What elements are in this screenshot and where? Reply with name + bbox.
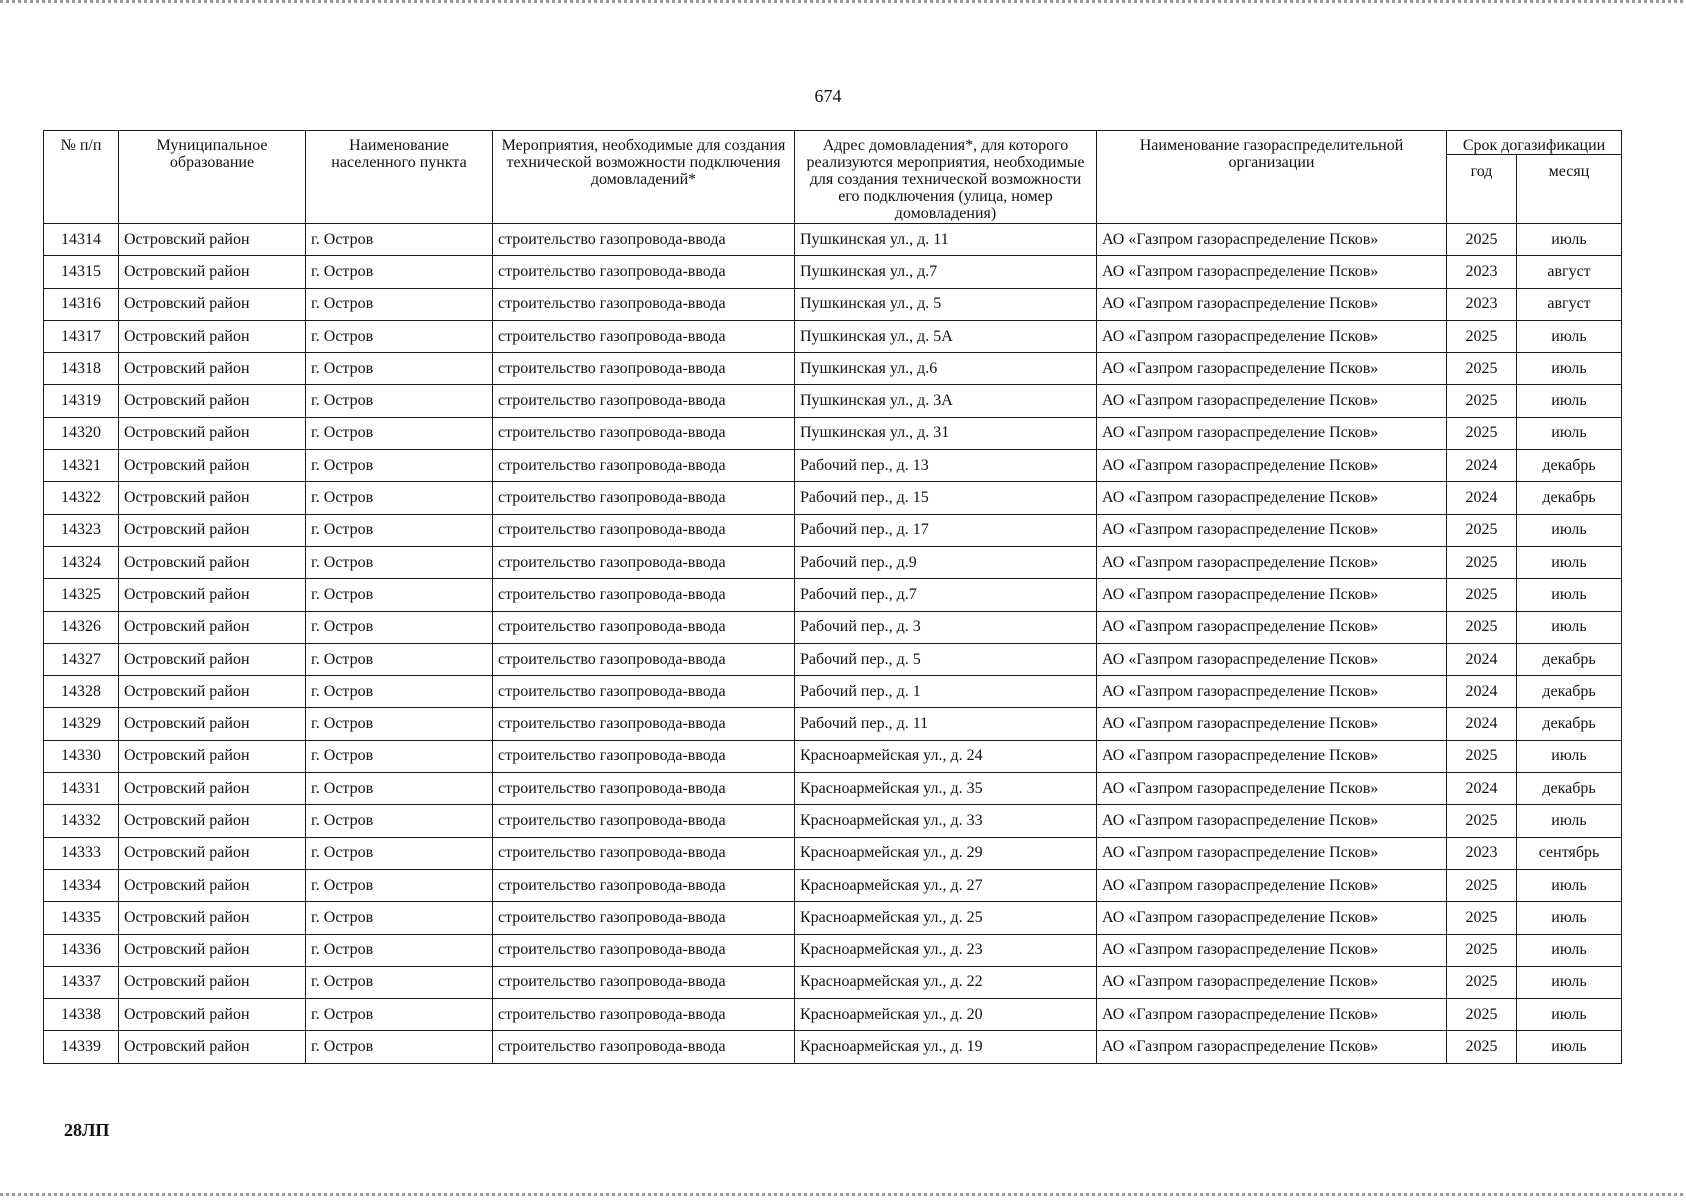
cell-organization: АО «Газпром газораспределение Псков» [1097,708,1447,740]
cell-municipality: Островский район [119,643,306,675]
cell-num: 14331 [44,773,119,805]
cell-month: июль [1517,320,1622,352]
scan-edge-bottom [0,1193,1686,1196]
cell-measure: строительство газопровода-ввода [493,546,795,578]
cell-measure: строительство газопровода-ввода [493,353,795,385]
cell-organization: АО «Газпром газораспределение Псков» [1097,643,1447,675]
cell-municipality: Островский район [119,353,306,385]
cell-num: 14319 [44,385,119,417]
cell-organization: АО «Газпром газораспределение Псков» [1097,417,1447,449]
cell-measure: строительство газопровода-ввода [493,869,795,901]
header-num: № п/п [44,131,119,224]
cell-year: 2024 [1447,643,1517,675]
cell-month: июль [1517,579,1622,611]
cell-address: Пушкинская ул., д. 31 [795,417,1097,449]
cell-address: Красноармейская ул., д. 33 [795,805,1097,837]
cell-month: июль [1517,353,1622,385]
cell-address: Красноармейская ул., д. 19 [795,1031,1097,1063]
cell-num: 14320 [44,417,119,449]
table-row [44,288,1622,320]
cell-month: июль [1517,805,1622,837]
cell-organization: АО «Газпром газораспределение Псков» [1097,353,1447,385]
cell-measure: строительство газопровода-ввода [493,256,795,288]
cell-address: Красноармейская ул., д. 23 [795,934,1097,966]
cell-month: декабрь [1517,482,1622,514]
cell-settlement: г. Остров [306,288,493,320]
cell-year: 2024 [1447,708,1517,740]
cell-settlement: г. Остров [306,773,493,805]
cell-organization: АО «Газпром газораспределение Псков» [1097,837,1447,869]
cell-month: декабрь [1517,708,1622,740]
cell-organization: АО «Газпром газораспределение Псков» [1097,482,1447,514]
table-row [44,740,1622,772]
cell-municipality: Островский район [119,805,306,837]
cell-address: Пушкинская ул., д. 11 [795,224,1097,256]
cell-address: Красноармейская ул., д. 35 [795,773,1097,805]
cell-month: июль [1517,999,1622,1031]
cell-settlement: г. Остров [306,676,493,708]
cell-address: Рабочий пер., д. 15 [795,482,1097,514]
table-row [44,837,1622,869]
cell-num: 14315 [44,256,119,288]
cell-year: 2025 [1447,1031,1517,1063]
cell-municipality: Островский район [119,224,306,256]
cell-measure: строительство газопровода-ввода [493,320,795,352]
cell-address: Рабочий пер., д. 13 [795,450,1097,482]
cell-municipality: Островский район [119,773,306,805]
cell-settlement: г. Остров [306,999,493,1031]
cell-year: 2025 [1447,999,1517,1031]
header-term: Срок догазификации [1447,131,1622,155]
cell-measure: строительство газопровода-ввода [493,288,795,320]
cell-year: 2025 [1447,902,1517,934]
cell-measure: строительство газопровода-ввода [493,902,795,934]
table-row [44,902,1622,934]
cell-municipality: Островский район [119,740,306,772]
cell-municipality: Островский район [119,837,306,869]
cell-organization: АО «Газпром газораспределение Псков» [1097,740,1447,772]
cell-month: июль [1517,740,1622,772]
cell-organization: АО «Газпром газораспределение Псков» [1097,256,1447,288]
cell-municipality: Островский район [119,708,306,740]
cell-year: 2025 [1447,805,1517,837]
cell-year: 2025 [1447,869,1517,901]
table-row [44,385,1622,417]
table-row [44,256,1622,288]
cell-municipality: Островский район [119,999,306,1031]
cell-num: 14329 [44,708,119,740]
cell-settlement: г. Остров [306,482,493,514]
cell-year: 2025 [1447,546,1517,578]
cell-settlement: г. Остров [306,805,493,837]
cell-municipality: Островский район [119,934,306,966]
cell-organization: АО «Газпром газораспределение Псков» [1097,611,1447,643]
cell-organization: АО «Газпром газораспределение Псков» [1097,450,1447,482]
cell-municipality: Островский район [119,514,306,546]
table-row [44,450,1622,482]
cell-num: 14325 [44,579,119,611]
header-organization: Наименование газораспределительной организации [1097,131,1447,224]
table-row [44,417,1622,449]
cell-num: 14335 [44,902,119,934]
cell-organization: АО «Газпром газораспределение Псков» [1097,934,1447,966]
cell-year: 2025 [1447,611,1517,643]
cell-month: декабрь [1517,676,1622,708]
cell-address: Рабочий пер., д. 17 [795,514,1097,546]
cell-month: июль [1517,1031,1622,1063]
cell-settlement: г. Остров [306,708,493,740]
cell-address: Красноармейская ул., д. 25 [795,902,1097,934]
cell-municipality: Островский район [119,902,306,934]
gasification-table [43,130,1622,1064]
table-row [44,546,1622,578]
cell-settlement: г. Остров [306,643,493,675]
header-year: год [1447,155,1517,224]
cell-municipality: Островский район [119,288,306,320]
cell-settlement: г. Остров [306,514,493,546]
cell-year: 2023 [1447,288,1517,320]
cell-organization: АО «Газпром газораспределение Псков» [1097,385,1447,417]
header-measures: Мероприятия, необходимые для создания технической возможности подключения домовладений* [493,131,795,224]
cell-year: 2025 [1447,966,1517,998]
cell-month: сентябрь [1517,837,1622,869]
cell-settlement: г. Остров [306,611,493,643]
cell-num: 14324 [44,546,119,578]
cell-organization: АО «Газпром газораспределение Псков» [1097,546,1447,578]
cell-measure: строительство газопровода-ввода [493,417,795,449]
cell-num: 14337 [44,966,119,998]
cell-municipality: Островский район [119,546,306,578]
cell-measure: строительство газопровода-ввода [493,482,795,514]
cell-settlement: г. Остров [306,740,493,772]
cell-measure: строительство газопровода-ввода [493,708,795,740]
cell-year: 2025 [1447,353,1517,385]
cell-municipality: Островский район [119,966,306,998]
cell-settlement: г. Остров [306,385,493,417]
table-row [44,353,1622,385]
cell-organization: АО «Газпром газораспределение Псков» [1097,288,1447,320]
cell-address: Красноармейская ул., д. 29 [795,837,1097,869]
cell-address: Рабочий пер., д. 11 [795,708,1097,740]
cell-num: 14327 [44,643,119,675]
cell-settlement: г. Остров [306,869,493,901]
cell-organization: АО «Газпром газораспределение Псков» [1097,224,1447,256]
cell-year: 2024 [1447,773,1517,805]
cell-address: Рабочий пер., д. 3 [795,611,1097,643]
header-address: Адрес домовладения*, для которого реализуются мероприятия, необходимые для создания технической возможности его подключения (улица, номер домовладения) [795,131,1097,224]
cell-settlement: г. Остров [306,1031,493,1063]
cell-month: июль [1517,514,1622,546]
cell-settlement: г. Остров [306,450,493,482]
cell-num: 14321 [44,450,119,482]
table-row [44,805,1622,837]
cell-municipality: Островский район [119,869,306,901]
table-row [44,320,1622,352]
cell-year: 2023 [1447,837,1517,869]
cell-organization: АО «Газпром газораспределение Псков» [1097,579,1447,611]
cell-settlement: г. Остров [306,837,493,869]
cell-year: 2025 [1447,224,1517,256]
cell-organization: АО «Газпром газораспределение Псков» [1097,773,1447,805]
table-row [44,643,1622,675]
cell-year: 2025 [1447,320,1517,352]
table-row [44,966,1622,998]
cell-month: июль [1517,869,1622,901]
header-row-main [44,131,1622,155]
cell-measure: строительство газопровода-ввода [493,450,795,482]
cell-year: 2025 [1447,385,1517,417]
table-body [44,224,1622,1064]
cell-address: Пушкинская ул., д. 5А [795,320,1097,352]
cell-settlement: г. Остров [306,966,493,998]
cell-num: 14318 [44,353,119,385]
cell-month: август [1517,288,1622,320]
cell-municipality: Островский район [119,450,306,482]
page-number: 674 [814,86,842,106]
table-row [44,869,1622,901]
cell-year: 2025 [1447,514,1517,546]
cell-month: июль [1517,966,1622,998]
cell-measure: строительство газопровода-ввода [493,385,795,417]
cell-organization: АО «Газпром газораспределение Псков» [1097,805,1447,837]
cell-municipality: Островский район [119,1031,306,1063]
cell-measure: строительство газопровода-ввода [493,773,795,805]
cell-address: Рабочий пер., д. 5 [795,643,1097,675]
cell-month: июль [1517,224,1622,256]
cell-num: 14336 [44,934,119,966]
table-row [44,224,1622,256]
cell-measure: строительство газопровода-ввода [493,837,795,869]
cell-num: 14333 [44,837,119,869]
cell-settlement: г. Остров [306,224,493,256]
cell-municipality: Островский район [119,385,306,417]
cell-settlement: г. Остров [306,353,493,385]
cell-organization: АО «Газпром газораспределение Псков» [1097,320,1447,352]
cell-month: август [1517,256,1622,288]
cell-num: 14332 [44,805,119,837]
cell-month: декабрь [1517,643,1622,675]
cell-month: июль [1517,417,1622,449]
cell-measure: строительство газопровода-ввода [493,805,795,837]
cell-num: 14338 [44,999,119,1031]
cell-num: 14328 [44,676,119,708]
table-row [44,934,1622,966]
header-month: месяц [1517,155,1622,224]
cell-month: июль [1517,611,1622,643]
cell-address: Рабочий пер., д. 1 [795,676,1097,708]
table-row [44,482,1622,514]
cell-measure: строительство газопровода-ввода [493,676,795,708]
cell-num: 14330 [44,740,119,772]
cell-num: 14326 [44,611,119,643]
cell-measure: строительство газопровода-ввода [493,579,795,611]
cell-measure: строительство газопровода-ввода [493,740,795,772]
cell-num: 14317 [44,320,119,352]
cell-municipality: Островский район [119,482,306,514]
cell-address: Пушкинская ул., д. 5 [795,288,1097,320]
cell-address: Рабочий пер., д.9 [795,546,1097,578]
cell-organization: АО «Газпром газораспределение Псков» [1097,999,1447,1031]
cell-address: Пушкинская ул., д. 3А [795,385,1097,417]
cell-settlement: г. Остров [306,417,493,449]
cell-address: Рабочий пер., д.7 [795,579,1097,611]
cell-month: июль [1517,546,1622,578]
cell-year: 2024 [1447,676,1517,708]
cell-measure: строительство газопровода-ввода [493,934,795,966]
cell-organization: АО «Газпром газораспределение Псков» [1097,676,1447,708]
cell-measure: строительство газопровода-ввода [493,224,795,256]
cell-year: 2024 [1447,482,1517,514]
cell-settlement: г. Остров [306,579,493,611]
cell-measure: строительство газопровода-ввода [493,611,795,643]
cell-address: Пушкинская ул., д.7 [795,256,1097,288]
cell-settlement: г. Остров [306,256,493,288]
cell-month: июль [1517,902,1622,934]
table-row [44,676,1622,708]
cell-municipality: Островский район [119,256,306,288]
cell-organization: АО «Газпром газораспределение Псков» [1097,514,1447,546]
cell-num: 14323 [44,514,119,546]
cell-month: июль [1517,934,1622,966]
header-settlement: Наименование населенного пункта [306,131,493,224]
cell-address: Красноармейская ул., д. 27 [795,869,1097,901]
cell-address: Красноармейская ул., д. 20 [795,999,1097,1031]
cell-measure: строительство газопровода-ввода [493,999,795,1031]
table-row [44,999,1622,1031]
header-municipality: Муниципальное образование [119,131,306,224]
cell-year: 2025 [1447,579,1517,611]
cell-year: 2025 [1447,934,1517,966]
table-row [44,708,1622,740]
cell-num: 14316 [44,288,119,320]
table-row [44,1031,1622,1063]
cell-year: 2024 [1447,450,1517,482]
cell-municipality: Островский район [119,676,306,708]
footer-code: 28ЛП [64,1120,110,1140]
cell-num: 14339 [44,1031,119,1063]
cell-num: 14322 [44,482,119,514]
cell-measure: строительство газопровода-ввода [493,643,795,675]
table-row [44,514,1622,546]
cell-address: Красноармейская ул., д. 24 [795,740,1097,772]
cell-settlement: г. Остров [306,546,493,578]
cell-municipality: Островский район [119,611,306,643]
cell-settlement: г. Остров [306,934,493,966]
cell-num: 14334 [44,869,119,901]
cell-measure: строительство газопровода-ввода [493,1031,795,1063]
cell-month: июль [1517,385,1622,417]
table-header [44,131,1622,224]
cell-measure: строительство газопровода-ввода [493,966,795,998]
cell-settlement: г. Остров [306,320,493,352]
cell-num: 14314 [44,224,119,256]
cell-year: 2025 [1447,740,1517,772]
cell-month: декабрь [1517,773,1622,805]
cell-year: 2025 [1447,417,1517,449]
cell-year: 2023 [1447,256,1517,288]
cell-address: Пушкинская ул., д.6 [795,353,1097,385]
scan-edge-top [0,0,1686,3]
cell-settlement: г. Остров [306,902,493,934]
cell-month: декабрь [1517,450,1622,482]
cell-organization: АО «Газпром газораспределение Псков» [1097,869,1447,901]
cell-address: Красноармейская ул., д. 22 [795,966,1097,998]
cell-organization: АО «Газпром газораспределение Псков» [1097,1031,1447,1063]
table-row [44,773,1622,805]
table-row [44,579,1622,611]
cell-municipality: Островский район [119,417,306,449]
cell-municipality: Островский район [119,320,306,352]
cell-organization: АО «Газпром газораспределение Псков» [1097,902,1447,934]
cell-organization: АО «Газпром газораспределение Псков» [1097,966,1447,998]
table-row [44,611,1622,643]
cell-measure: строительство газопровода-ввода [493,514,795,546]
cell-municipality: Островский район [119,579,306,611]
